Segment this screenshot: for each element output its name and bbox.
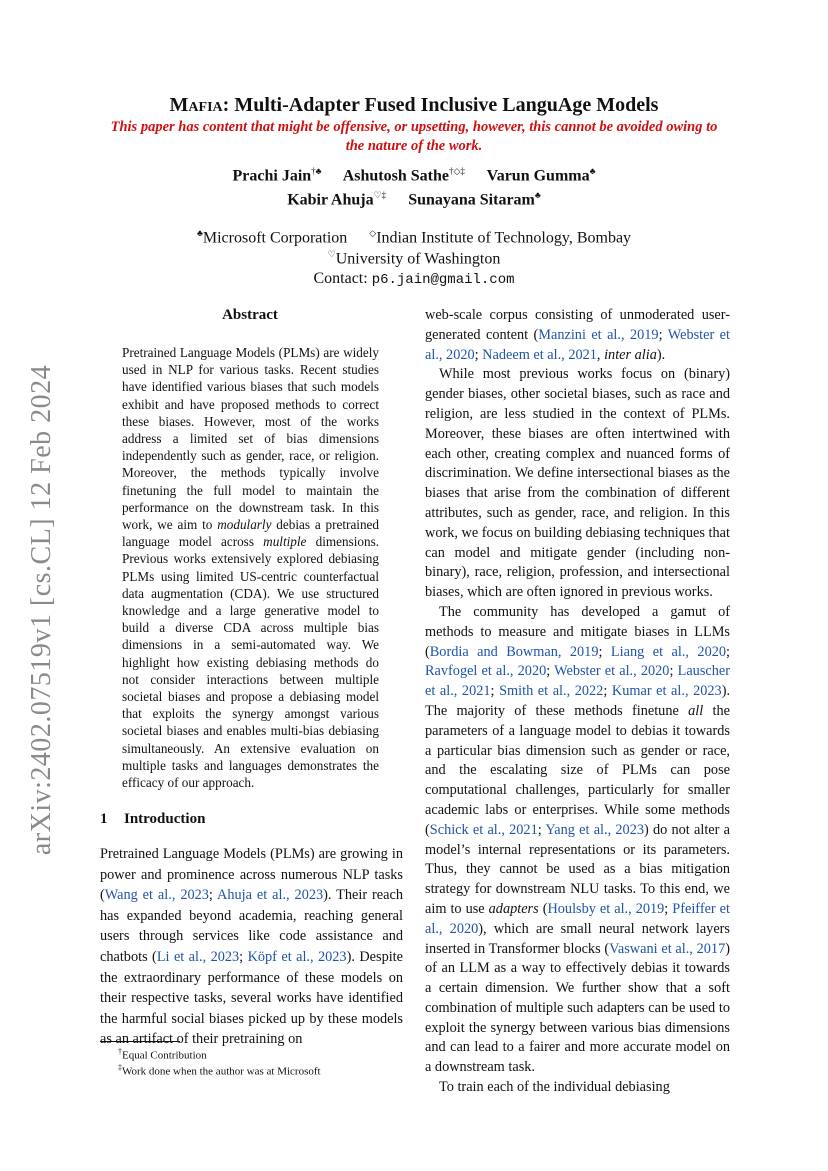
title-acronym: Mafia <box>169 94 223 116</box>
body-text: Pretrained Language Models (PLMs) are growing in power and prominence across numerous NLP tasks ( <box>100 846 403 904</box>
author-name: Ashutosh Sathe <box>342 167 449 185</box>
body-text: ) of an LLM as a way to effectively debias it towards a certain dimension. We further show that a soft combination of multiple such adapters can be used to exploit the synergy between various bias dimensions and can lead to a fairer and more accurate model on a downstream task. <box>425 940 730 1076</box>
body-text: ). <box>656 346 666 363</box>
citation-link[interactable]: Smith et al., 2022 <box>499 683 604 700</box>
affiliation-mark: ♡ <box>327 249 336 259</box>
footnote-microsoft-work <box>118 1063 321 1078</box>
right-column <box>425 306 730 1098</box>
citation-link[interactable]: Yang et al., 2023 <box>545 821 644 838</box>
citation-separator: ; <box>669 663 678 680</box>
author-marks: †◇‡ <box>448 166 465 176</box>
citation-link[interactable]: Houlsby et al., 2019 <box>547 900 665 917</box>
emphasis-text: inter alia <box>604 346 657 363</box>
body-text: the parameters of a language model to debias it towards a particular bias dimension such as gender or race, and the escalating size of PLMs can pose computational challenges, particularly for smaller academic labs or enterprises. While some methods ( <box>425 702 730 838</box>
body-text: ), which are small neural network layers inserted in Transformer blocks ( <box>425 920 730 957</box>
citation-separator: , <box>596 346 605 363</box>
citation-separator: ; <box>658 326 668 343</box>
paragraph-training-adapters: To train each of the individual debiasing <box>439 1079 670 1096</box>
footnote-text: Work done when the author was at Microsoft <box>122 1065 321 1078</box>
emphasis-text: all <box>688 702 704 719</box>
body-text: ) do not alter a model’s internal representations or its parameters. Thus, they cannot be used as a bias mitigation strategy for downstream NLU tasks. To this end, we aim to use <box>425 821 730 917</box>
citation-link[interactable]: Schick et al., 2021 <box>429 821 538 838</box>
paragraph-continued <box>425 306 730 365</box>
affiliation-microsoft: Microsoft Corporation <box>202 229 348 247</box>
citation-link[interactable]: Köpf et al., 2023 <box>247 948 347 965</box>
title-colon: : <box>222 94 235 116</box>
author-row-1 <box>0 166 828 185</box>
author-marks: ♡‡ <box>373 190 387 200</box>
citation-link[interactable]: Li et al., 2023 <box>156 948 240 965</box>
paper-title <box>0 94 828 117</box>
contact-email[interactable]: p6.jain@gmail.com <box>371 272 515 288</box>
body-text: web-scale corpus consisting of unmoderated user-generated content ( <box>425 307 730 343</box>
citation-separator: ; <box>664 900 673 917</box>
body-text: ). Despite the extraordinary performance of these models on their respective tasks, several works have identified the harmful social biases picked up by these models as an artifact of their pretraining on <box>100 948 404 1048</box>
author-name: Sunayana Sitaram <box>408 191 535 209</box>
citation-link[interactable]: Wang et al., 2023 <box>104 887 209 904</box>
abstract-body <box>122 344 379 791</box>
citation-link[interactable]: Nadeem et al., 2021 <box>482 346 597 363</box>
citation-separator: ; <box>726 643 730 660</box>
section-number: 1 <box>100 811 108 827</box>
affiliation-uw: University of Washington <box>335 250 501 268</box>
abstract-heading: Abstract <box>222 307 278 323</box>
citation-link[interactable]: Kumar et al., 2023 <box>611 683 722 700</box>
affiliation-row-1 <box>0 228 828 247</box>
arxiv-sidebar <box>22 360 62 860</box>
author-name: Varun Gumma <box>486 167 590 185</box>
citation-separator: ; <box>239 948 248 965</box>
citation-separator: ; <box>546 663 555 680</box>
abstract-text: dimensions. Previous works extensively explored debiasing PLMs using limited US-centric counterfactual data augmentation (CDA). We use structured knowledge and a large generative model to build a diverse CDA across multiple bias dimensions in a semi-automated way. We highlight how existing debiasing methods do not consider interactions between multiple societal biases and propose a debiasing model that exploits the synergy amongst various societal biases and enables multi-bias debiasing simultaneously. An extensive evaluation on multiple tasks and languages demonstrates the efficacy of our approach. <box>122 534 379 791</box>
citation-separator: ; <box>598 643 611 660</box>
body-text: ( <box>538 900 548 917</box>
affiliation-iit-bombay: Indian Institute of Technology, Bombay <box>376 229 632 247</box>
citation-link[interactable]: Webster et al., 2020 <box>554 663 670 680</box>
affiliation-mark: ◇ <box>369 228 377 238</box>
citation-link[interactable]: Lauscher et al., 2021 <box>425 663 730 700</box>
citation-link[interactable]: Bordia and Bowman, 2019 <box>429 643 599 660</box>
citation-separator: ; <box>208 887 218 904</box>
citation-separator: ; <box>537 821 546 838</box>
author-marks: ♣ <box>534 190 541 200</box>
warning-line-1: This paper has content that might be offensive, or upsetting, however, this cannot be avoided owing to <box>110 119 718 135</box>
contact-line <box>0 270 828 288</box>
citation-separator: ; <box>603 683 612 700</box>
content-warning <box>90 118 738 156</box>
title-expansion: Multi-Adapter Fused Inclusive LanguAge Models <box>234 94 659 116</box>
author-row-2 <box>0 190 828 209</box>
author-marks: ♣ <box>589 166 596 176</box>
affiliation-row-2 <box>0 249 828 268</box>
abstract-text: Pretrained Language Models (PLMs) are widely used in NLP for various tasks. Recent studies have identified various biases that such models exhibit and have proposed methods to correct these biases. However, most of the works address a limited set of bias dimensions independently such as gender, race, or religion. Moreover, the methods typically involve finetuning the full model to maintain the performance on the downstream task. In this work, we aim to <box>122 345 379 533</box>
affiliation-mark: ♣ <box>196 228 203 238</box>
citation-link[interactable]: Pfeiffer et al., 2020 <box>425 900 731 937</box>
body-text: ). The majority of these methods finetune <box>425 683 731 719</box>
introduction-paragraph <box>100 844 403 1050</box>
warning-line-2: the nature of the work. <box>345 138 483 154</box>
footnote-divider <box>100 1041 180 1042</box>
body-text: ). Their reach has expanded beyond academia, reaching general users through services like code assistance and chatbots ( <box>100 887 403 965</box>
paragraph-intersectional-biases: While most previous works focus on (binary) gender biases, other societal biases, such as race and religion, are less studied in the context of PLMs. Moreover, these biases are often intertwined with each other, creating complex and nuanced forms of discrimination. We define intersectional biases as the biases that arise from the combination of different attributes, such as gender, race, and religion. In this work, we focus on building debiasing techniques that can model and mitigate gender (including non-binary), race, religion, profession, and intersectional biases, which are often ignored in previous works. <box>425 366 730 601</box>
abstract-emphasis: modularly <box>217 517 272 533</box>
citation-separator: ; <box>474 346 483 363</box>
author-name: Prachi Jain <box>232 167 312 185</box>
section-title: Introduction <box>124 811 206 827</box>
arxiv-identifier: arXiv:2402.07519v1 [cs.CL] 12 Feb 2024 <box>26 364 57 856</box>
section-heading-introduction <box>100 811 205 828</box>
footnote-text: Equal Contribution <box>122 1049 207 1062</box>
body-text: The community has developed a gamut of methods to measure and mitigate biases in LLMs ( <box>425 603 730 660</box>
author-name: Kabir Ahuja <box>287 191 374 209</box>
citation-link[interactable]: Ahuja et al., 2023 <box>217 887 324 904</box>
author-marks: †♣ <box>311 166 322 176</box>
abstract-emphasis: multiple <box>263 534 307 550</box>
emphasis-text: adapters <box>488 900 539 917</box>
citation-link[interactable]: Ravfogel et al., 2020 <box>425 663 547 680</box>
citation-link[interactable]: Liang et al., 2020 <box>610 643 727 660</box>
contact-label: Contact: <box>313 270 372 287</box>
abstract-text: debias a pretrained language model across <box>122 517 380 550</box>
citation-link[interactable]: Manzini et al., 2019 <box>538 326 659 343</box>
footnote-mark: † <box>118 1047 122 1056</box>
footnote-mark: ‡ <box>118 1063 122 1072</box>
citation-link[interactable]: Webster et al., 2020 <box>425 326 730 363</box>
paragraph-debiasing-methods <box>425 603 730 1078</box>
footnote-equal-contribution <box>118 1047 207 1062</box>
citation-separator: ; <box>490 683 500 700</box>
citation-link[interactable]: Vaswani et al., 2017 <box>609 940 726 957</box>
